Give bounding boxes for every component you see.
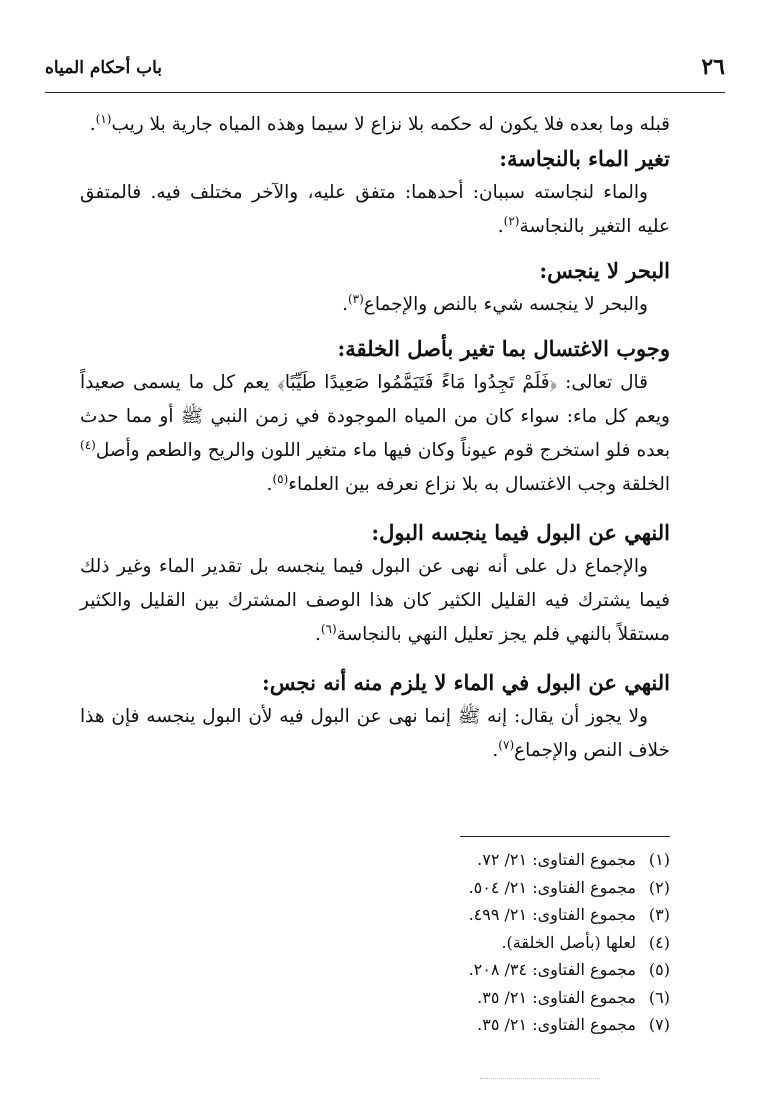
footnote-separator xyxy=(460,836,670,837)
punct: . xyxy=(342,294,348,315)
section-heading-ghusl: وجوب الاغتسال بما تغير بأصل الخلقة: xyxy=(337,336,670,361)
footnote-text: مجموع الفتاوى: ٢١/ ٣٥. xyxy=(477,1015,636,1034)
footnote-item xyxy=(80,1011,670,1039)
footnote-ref[interactable]: (١) xyxy=(95,111,112,126)
footnote-number: (٣) xyxy=(648,905,670,924)
footnote-item xyxy=(80,901,670,929)
footnote-number: (١) xyxy=(648,850,670,869)
paragraph-text: والإجماع دل على أنه نهى عن البول فيما ينجسه بل تقدير الماء وغير ذلك فيما يشترك فيه القليل الكثير كان هذا الوصف المشترك بين القليل والكثير مستقلاً بالنهي فلم يجز تعليل النهي بالنجاسة xyxy=(80,556,670,645)
footnote-ref[interactable]: (٤) xyxy=(80,437,96,452)
section-heading-urine-water: النهي عن البول في الماء لا يلزم منه أنه نجس: xyxy=(261,670,670,695)
punct: . xyxy=(89,114,96,135)
footnote-text: مجموع الفتاوى: ٣٤/ ٢٠٨. xyxy=(468,960,636,979)
footnote-number: (٤) xyxy=(648,932,670,952)
punct: . xyxy=(266,474,273,495)
section-heading-najasa: تغير الماء بالنجاسة: xyxy=(499,146,670,171)
paragraph-text: قبله وما بعده فلا يكون له حكمه بلا نزاع لا سيما وهذه المياه جارية بلا ريب xyxy=(111,114,670,135)
section-heading-urine: النهي عن البول فيما ينجسه البول: xyxy=(371,520,670,545)
footnote-ref[interactable]: (٦) xyxy=(320,621,337,636)
paragraph-text: ولا يجوز أن يقال: إنه ﷺ إنما نهى عن البول فيه لأن البول ينجسه فإن هذا خلاف النص والإجماع xyxy=(80,706,670,761)
footnote-item xyxy=(80,874,670,902)
footnote-text: لعلها (بأصل الخلقة). xyxy=(501,932,636,952)
footnote-text: مجموع الفتاوى: ٢١/ ٧٢. xyxy=(477,850,636,869)
punct: . xyxy=(492,740,499,761)
paragraph-2 xyxy=(80,176,670,244)
footnote-item xyxy=(80,846,670,874)
footnote-number: (٢) xyxy=(648,877,670,897)
footnote-text: مجموع الفتاوى: ٢١/ ٥٠٤. xyxy=(468,877,636,897)
punct: . xyxy=(314,624,321,645)
body-text xyxy=(80,108,670,768)
punct: . xyxy=(497,216,504,237)
paragraph-text: الخلقة وجب الاغتسال به بلا نزاع نعرفه بين العلماء xyxy=(288,474,670,495)
chapter-title: باب أحكام المياه xyxy=(45,58,163,78)
footnote-item xyxy=(80,956,670,984)
footnote-ref[interactable]: (٢) xyxy=(503,213,520,228)
footnote-ref[interactable]: (٥) xyxy=(272,471,289,486)
footnote-number: (٧) xyxy=(648,1015,670,1034)
footnote-ref[interactable]: (٧) xyxy=(498,737,515,752)
footnote-text: مجموع الفتاوى: ٢١/ ٣٥. xyxy=(477,987,636,1007)
paragraph-text: قال تعالى: ﴿فَلَمْ تَجِدُوا مَاءً فَتَيَمَّمُوا صَعِيدًا طَيِّبًا﴾ يعم كل ما يسمى صعيداً ويعم كل ماء: سواء كان من المياه الموجودة في زمن النبي ﷺ أو مما حدث بعده فلو استخرج قوم عيوناً وكان فيها ماء متغير اللون والريح والطعم وأصل xyxy=(80,372,670,461)
paragraph-6 xyxy=(80,700,670,768)
paragraph-4 xyxy=(80,366,670,502)
paragraph-3 xyxy=(80,288,670,322)
running-head xyxy=(45,52,725,93)
footnote-number: (٥) xyxy=(648,960,670,979)
page-number: ٢٦ xyxy=(701,54,725,80)
footnote-item xyxy=(80,929,670,957)
footnote-number: (٦) xyxy=(648,987,670,1007)
footnote-text: مجموع الفتاوى: ٢١/ ٤٩٩. xyxy=(468,905,636,924)
paragraph-text: والبحر لا ينجسه شيء بالنص والإجماع xyxy=(363,294,648,315)
scan-artifact xyxy=(480,1078,600,1079)
footnote-item xyxy=(80,984,670,1012)
paragraph-1 xyxy=(80,108,670,142)
footnotes-list xyxy=(80,846,670,1039)
footnote-ref[interactable]: (٣) xyxy=(347,291,364,306)
section-heading-sea: البحر لا ينجس: xyxy=(539,258,670,283)
paragraph-text: والماء لنجاسته سببان: أحدهما: متفق عليه، والآخر مختلف فيه. فالمتفق عليه التغير بالنجاسة xyxy=(80,182,670,237)
paragraph-5 xyxy=(80,550,670,652)
